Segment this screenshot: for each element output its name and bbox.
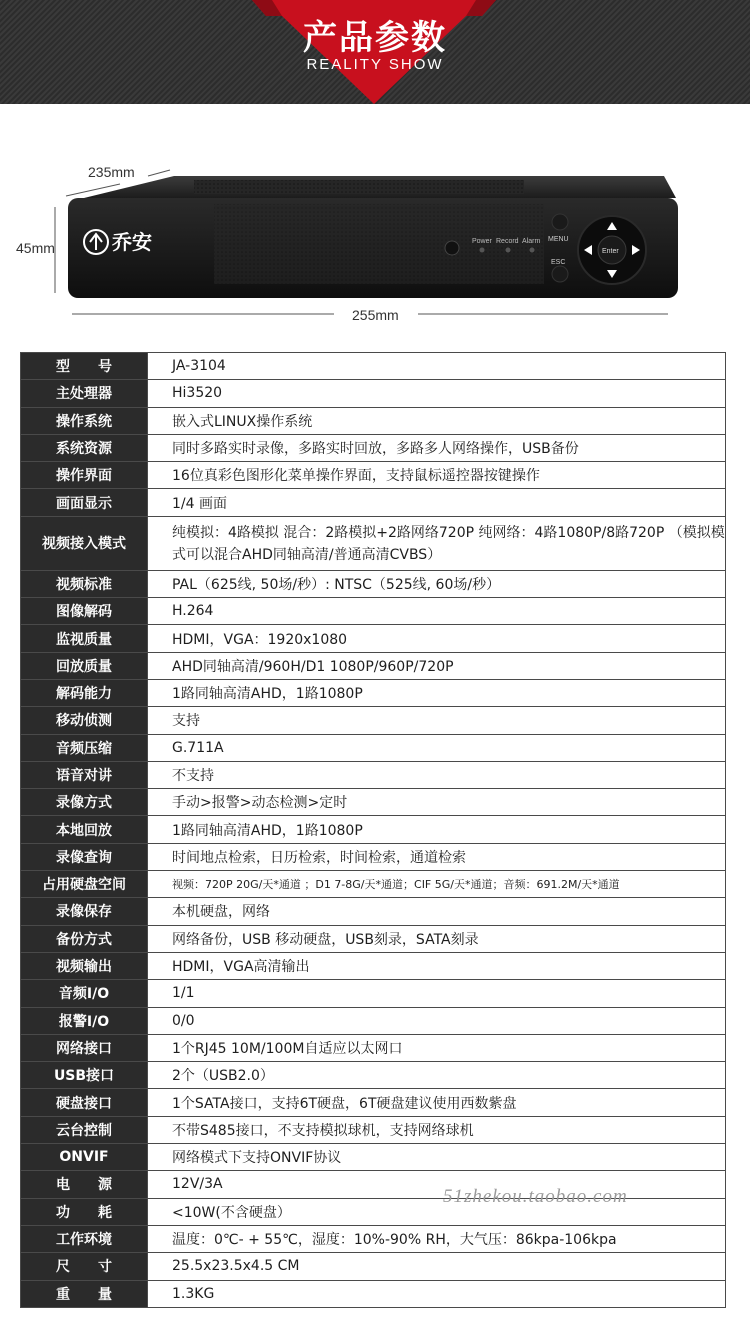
height-dimension-line <box>50 205 60 295</box>
spec-row <box>21 434 726 461</box>
spec-label: 图像解码 <box>21 598 148 625</box>
spec-value: 纯模拟：4路模拟 混合：2路模拟+2路网络720P 纯网络：4路1080P/8路720P （模拟模式可以混合AHD同轴高清/普通高清CVBS） <box>148 516 726 570</box>
spec-row <box>21 462 726 489</box>
dvr-device-image <box>64 170 684 302</box>
spec-value: 1个RJ45 10M/100M自适应以太网口 <box>148 1034 726 1061</box>
spec-label: 画面显示 <box>21 489 148 516</box>
spec-row <box>21 734 726 761</box>
spec-row <box>21 1225 726 1252</box>
spec-value: 25.5x23.5x4.5 CM <box>148 1253 726 1280</box>
width-dimension-label: 235mm <box>88 164 135 180</box>
spec-value: H.264 <box>148 598 726 625</box>
length-dimension-label: 255mm <box>352 307 399 323</box>
spec-row <box>21 1089 726 1116</box>
spec-row <box>21 925 726 952</box>
spec-label: 视频标准 <box>21 570 148 597</box>
spec-row <box>21 625 726 652</box>
spec-row <box>21 707 726 734</box>
spec-value: 网络模式下支持ONVIF协议 <box>148 1144 726 1171</box>
spec-label: 回放质量 <box>21 652 148 679</box>
esc-button-label: ESC <box>551 259 566 266</box>
spec-value: 1/4 画面 <box>148 489 726 516</box>
spec-label: 尺 寸 <box>21 1253 148 1280</box>
spec-row <box>21 1144 726 1171</box>
spec-label: 操作系统 <box>21 407 148 434</box>
spec-label: 系统资源 <box>21 434 148 461</box>
spec-label: 录像方式 <box>21 789 148 816</box>
spec-row <box>21 843 726 870</box>
spec-label: 解码能力 <box>21 679 148 706</box>
spec-value: 不带S485接口，不支持模拟球机，支持网络球机 <box>148 1116 726 1143</box>
spec-row <box>21 789 726 816</box>
alarm-indicator-label: Alarm <box>522 238 541 245</box>
spec-value: 支持 <box>148 707 726 734</box>
spec-value: AHD同轴高清/960H/D1 1080P/960P/720P <box>148 652 726 679</box>
spec-value: 本机硬盘，网络 <box>148 898 726 925</box>
spec-value: 2个（USB2.0） <box>148 1062 726 1089</box>
spec-label: 硬盘接口 <box>21 1089 148 1116</box>
spec-label: 操作界面 <box>21 462 148 489</box>
brand-logo-text: 乔安 <box>112 230 152 254</box>
spec-row <box>21 1280 726 1307</box>
spec-value: <10W(不含硬盘） <box>148 1198 726 1225</box>
spec-row <box>21 761 726 788</box>
spec-value: 16位真彩色图形化菜单操作界面，支持鼠标遥控器按键操作 <box>148 462 726 489</box>
spec-label: 音频压缩 <box>21 734 148 761</box>
spec-label: 重 量 <box>21 1280 148 1307</box>
spec-value: 1路同轴高清AHD，1路1080P <box>148 679 726 706</box>
page-title: 产品参数 <box>303 18 447 58</box>
spec-label: 移动侦测 <box>21 707 148 734</box>
page-subtitle: REALITY SHOW <box>306 56 444 73</box>
spec-row <box>21 816 726 843</box>
spec-label: 主处理器 <box>21 380 148 407</box>
spec-row <box>21 679 726 706</box>
watermark: 51zhekou.taobao.com <box>443 1186 628 1207</box>
menu-button-label: MENU <box>548 236 569 243</box>
spec-value: 1/1 <box>148 980 726 1007</box>
spec-label: 网络接口 <box>21 1034 148 1061</box>
spec-label: 工作环境 <box>21 1225 148 1252</box>
height-dimension-label: 45mm <box>16 240 55 256</box>
spec-value: 12V/3A <box>148 1171 726 1198</box>
spec-value: 0/0 <box>148 1007 726 1034</box>
spec-row <box>21 1034 726 1061</box>
spec-value: HDMI，VGA高清输出 <box>148 952 726 979</box>
spec-value: 同时多路实时录像，多路实时回放，多路多人网络操作，USB备份 <box>148 434 726 461</box>
spec-row <box>21 380 726 407</box>
spec-row <box>21 489 726 516</box>
spec-row <box>21 898 726 925</box>
spec-label: 占用硬盘空间 <box>21 871 148 898</box>
spec-value: 不支持 <box>148 761 726 788</box>
spec-label: 语音对讲 <box>21 761 148 788</box>
spec-value: 嵌入式LINUX操作系统 <box>148 407 726 434</box>
spec-value: Hi3520 <box>148 380 726 407</box>
spec-row <box>21 1253 726 1280</box>
spec-value: 网络备份，USB 移动硬盘，USB刻录，SATA刻录 <box>148 925 726 952</box>
spec-label: USB接口 <box>21 1062 148 1089</box>
spec-row <box>21 1062 726 1089</box>
spec-table <box>20 352 726 1308</box>
spec-value: 温度：0℃- + 55℃，湿度：10%-90% RH，大气压：86kpa-106kpa <box>148 1225 726 1252</box>
spec-row <box>21 1116 726 1143</box>
spec-value: JA-3104 <box>148 353 726 380</box>
spec-row <box>21 871 726 898</box>
spec-row <box>21 598 726 625</box>
spec-label: 报警I/O <box>21 1007 148 1034</box>
spec-row <box>21 952 726 979</box>
spec-label: 备份方式 <box>21 925 148 952</box>
spec-label: 功 耗 <box>21 1198 148 1225</box>
spec-row <box>21 516 726 570</box>
spec-value: 手动>报警>动态检测>定时 <box>148 789 726 816</box>
spec-row <box>21 1007 726 1034</box>
spec-label: 云台控制 <box>21 1116 148 1143</box>
spec-value: 1.3KG <box>148 1280 726 1307</box>
spec-label: 音频I/O <box>21 980 148 1007</box>
spec-value: 视频：720P 20G/天*通道 ；D1 7-8G/天*通道；CIF 5G/天*通道；音频：691.2M/天*通道 <box>148 871 726 898</box>
spec-value: G.711A <box>148 734 726 761</box>
spec-label: 录像保存 <box>21 898 148 925</box>
spec-label: 录像查询 <box>21 843 148 870</box>
spec-row <box>21 570 726 597</box>
header-banner <box>0 0 750 104</box>
spec-row <box>21 407 726 434</box>
spec-label: 本地回放 <box>21 816 148 843</box>
spec-label: 监视质量 <box>21 625 148 652</box>
spec-label: ONVIF <box>21 1144 148 1171</box>
spec-label: 电 源 <box>21 1171 148 1198</box>
spec-label: 视频输出 <box>21 952 148 979</box>
spec-value: 时间地点检索，日历检索，时间检索，通道检索 <box>148 843 726 870</box>
spec-row <box>21 652 726 679</box>
spec-label: 视频接入模式 <box>21 516 148 570</box>
record-indicator-label: Record <box>496 238 519 245</box>
power-indicator-label: Power <box>472 238 492 245</box>
spec-value: 1路同轴高清AHD，1路1080P <box>148 816 726 843</box>
spec-value: 1个SATA接口，支持6T硬盘，6T硬盘建议使用西数紫盘 <box>148 1089 726 1116</box>
spec-value: PAL（625线, 50场/秒）: NTSC（525线, 60场/秒） <box>148 570 726 597</box>
spec-row <box>21 980 726 1007</box>
spec-row <box>21 353 726 380</box>
spec-value: HDMI，VGA：1920x1080 <box>148 625 726 652</box>
enter-button-label: Enter <box>602 248 619 255</box>
spec-label: 型 号 <box>21 353 148 380</box>
